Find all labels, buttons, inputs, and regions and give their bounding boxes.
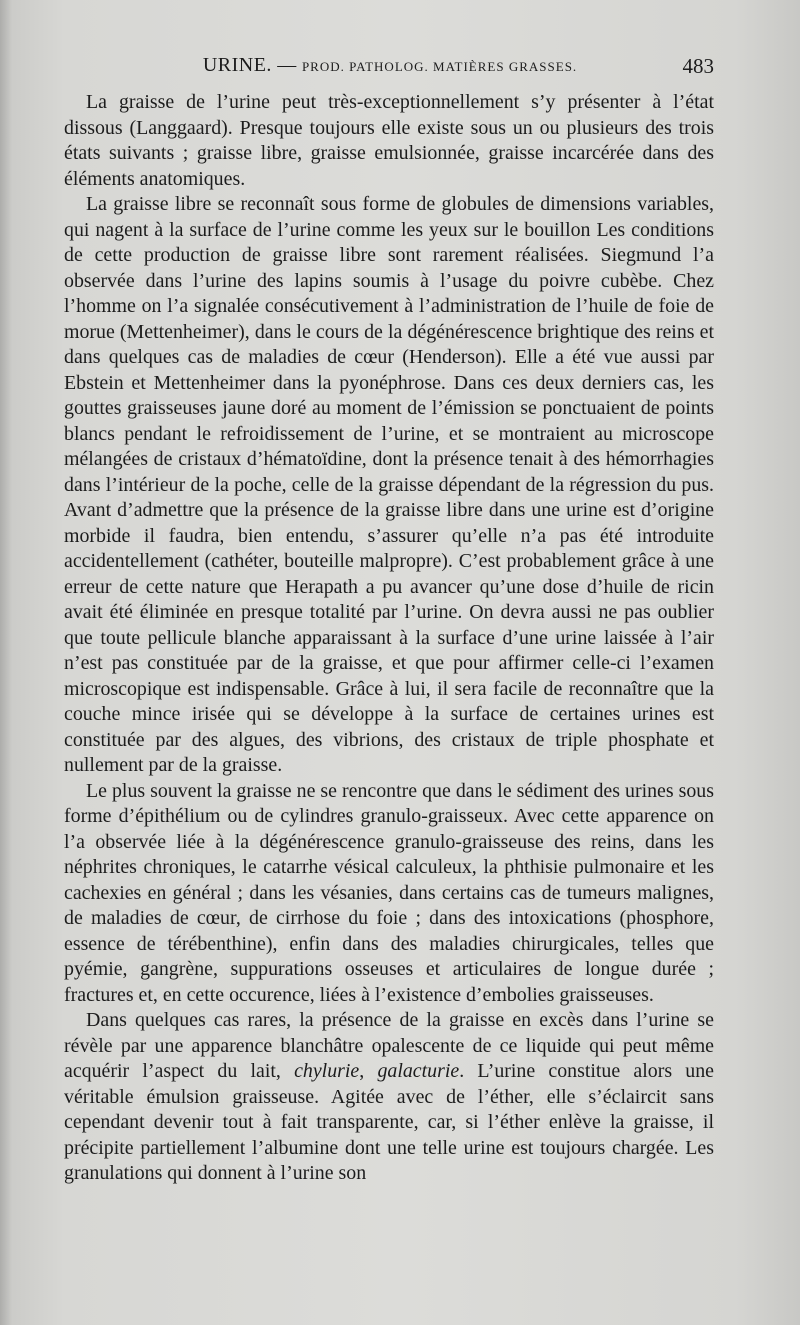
term-chylurie: chylurie [294, 1060, 360, 1082]
paragraph-4 [64, 1008, 714, 1187]
page-number: 483 [682, 54, 714, 78]
running-title-sub: PROD. PATHOLOG. MATIÈRES GRASSES. [301, 59, 578, 74]
paragraph-4-text-before: Dans quelques cas rares, la présence de la graisse en excès dans l’urine se révèle par une apparence blanchâtre opalescente de ce liquide qui peut même acquérir l’aspect du lait, [64, 1009, 714, 1082]
paragraph-1: La graisse de l’urine peut très-exceptionnellement s’y présenter à l’état dissous (Langgaard). Presque toujours elle existe sous un ou plusieurs des trois états suivants ; graisse libre, graisse emulsionnée, graisse incarcérée dans des éléments anatomiques. [64, 91, 714, 190]
running-title [66, 54, 714, 77]
running-title-main: URINE. [202, 54, 272, 76]
page-edge-shadow [0, 0, 12, 1325]
running-header [66, 54, 714, 84]
paragraph-4-separator: , [359, 1060, 378, 1082]
paragraph-2: La graisse libre se reconnaît sous forme de globules de dimensions variables, qui nagent à la surface de l’urine comme les yeux sur le bouillon Les conditions de cette production de graisse libre sont rarement réalisées. Siegmund l’a observée dans l’urine des lapins soumis à l’usage du poivre cubèbe. Chez l’homme on l’a signalée consécutivement à l’administration de l’huile de foie de morue (Mettenheimer), dans le cours de la dégénérescence brightique des reins et dans quelques cas de maladies de cœur (Henderson). Elle a été vue aussi par Ebstein et Mettenheimer dans la pyonéphrose. Dans ces deux derniers cas, les gouttes graisseuses jaune doré au moment de l’émission se ponctuaient de points blancs pendant le refroidissement de l’urine, et se montraient au microscope mélangées de cristaux d’hématoïdine, dont la présence tenait à des hémorrhagies dans l’intérieur de la poche, celle de la graisse dépendant de la régression du pus. Avant d’admettre que la présence de la graisse libre dans une urine est d’origine morbide il faudra, bien entendu, s’assurer qu’elle n’a pas été introduite accidentellement (cathéter, bouteille malpropre). C’est probablement grâce à une erreur de cette nature que Herapath a pu avancer qu’une dose d’huile de ricin avait été éliminée en presque totalité par l’urine. On devra aussi ne pas oublier que toute pellicule blanche apparaissant à la surface d’une urine laissée à l’air n’est pas constituée par de la graisse, et que pour affirmer celle-ci l’examen microscopique est indispensable. Grâce à lui, il sera facile de reconnaître que la couche mince irisée qui se développe à la surface de certaines urines est constituée par des algues, des vibrions, des cristaux de triple phosphate et nullement par de la graisse. [64, 193, 714, 776]
paragraph-3: Le plus souvent la graisse ne se rencontre que dans le sédiment des urines sous forme d’épithélium ou de cylindres granulo-graisseux. Avec cette apparence on l’a observée liée à la dégénérescence granulo-graisseuse des reins, dans les néphrites chroniques, le catarrhe vésical calculeux, la phthisie pulmonaire et les cachexies en général ; dans les vésanies, dans certains cas de tumeurs malignes, de maladies de cœur, de cirrhose du foie ; dans des intoxications (phosphore, essence de térébenthine), enfin dans des maladies chirurgicales, telles que pyémie, gangrène, suppurations osseuses et articulaires de longue durée ; fractures et, en cette occurence, liées à l’existence d’embolies graisseuses. [64, 779, 714, 1006]
term-galacturie: galacturie [377, 1060, 460, 1082]
running-title-dash: — [277, 55, 297, 76]
paragraph-4-text-after: . L’urine constitue alors une véritable émulsion graisseuse. Agitée avec de l’éther, elle s’éclaircit sans cependant devenir tout à fait transparente, car, si l’éther enlève la graisse, il précipite partiellement l’albumine dont une telle urine est toujours chargée. Les granulations qui donnent à l’urine son [64, 1060, 714, 1184]
body-text [64, 90, 714, 1187]
